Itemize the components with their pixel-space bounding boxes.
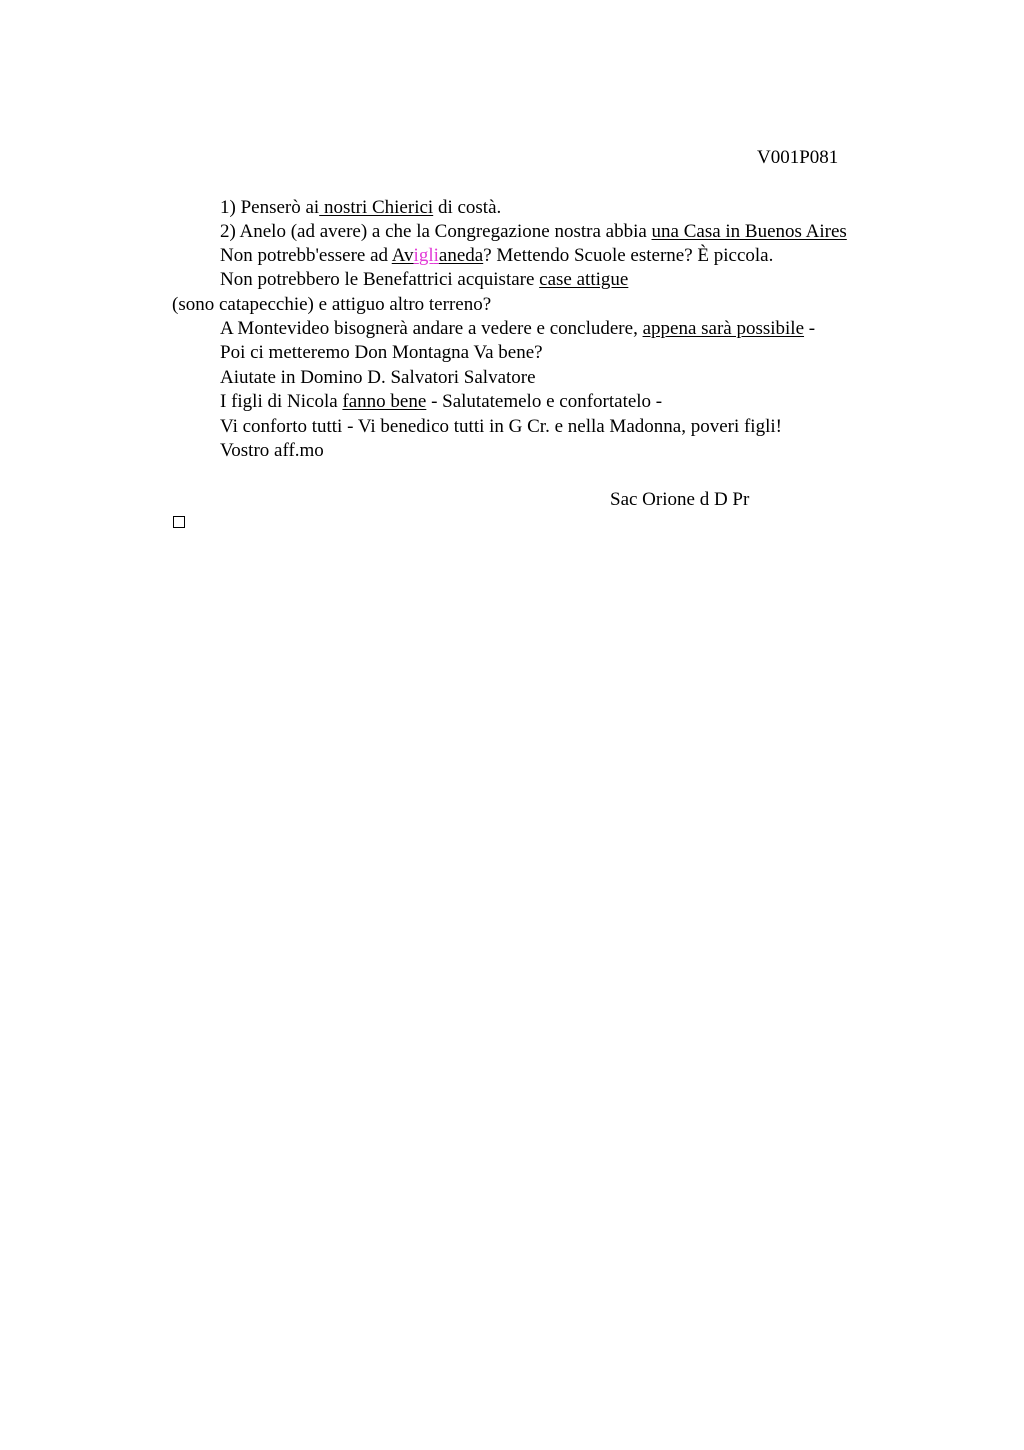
line-text: Non potrebbero le Benefattrici acquistare (220, 269, 540, 290)
highlighted-text: gl (418, 245, 434, 266)
underlined-text: una Casa in Buenos Aires (651, 221, 847, 242)
paragraph-line-5: (sono catapecchie) e attiguo altro terreno? (172, 294, 492, 315)
paragraph-line-3 (220, 244, 773, 268)
underlined-text: fanno bene (342, 391, 427, 412)
line-text: di costà. (433, 197, 502, 218)
underlined-text: Av (391, 245, 414, 266)
signature: Sac Orione d D Pr (610, 489, 750, 510)
paragraph-line-10: Vi conforto tutti - Vi benedico tutti in G Cr. e nella Madonna, poveri figli! (220, 416, 782, 437)
line-text: 1) Penserò ai (220, 197, 320, 218)
line-text: I figli di Nicola (220, 391, 343, 412)
paragraph-line-11: Vostro aff.mo (220, 440, 324, 461)
line-text: 2) Anelo (ad avere) a che la Congregazione nostra abbia (220, 221, 652, 242)
line-text: - (804, 318, 816, 339)
highlighted-text: i (413, 245, 419, 266)
paragraph-line-2 (220, 220, 847, 244)
paragraph-line-1 (220, 196, 501, 220)
paragraph-line-4 (220, 268, 628, 292)
document-reference-code: V001P081 (757, 147, 839, 168)
highlighted-text: i (433, 245, 439, 266)
checkbox-square-icon (173, 516, 185, 528)
underlined-text: case attigue (539, 269, 629, 290)
underlined-text: appena sarà possibile (642, 318, 805, 339)
paragraph-line-7: Poi ci metteremo Don Montagna Va bene? (220, 342, 543, 363)
line-text: - Salutatemelo e confortatelo - (426, 391, 663, 412)
paragraph-line-8: Aiutate in Domino D. Salvatori Salvatore (220, 367, 536, 388)
line-text: A Montevideo bisognerà andare a vedere e concludere, (220, 318, 643, 339)
paragraph-line-9 (220, 390, 662, 414)
line-text: Non potrebb'essere ad (220, 245, 392, 266)
paragraph-line-6 (220, 317, 815, 341)
underlined-text: nostri Chierici (319, 197, 434, 218)
underlined-text: aneda (438, 245, 484, 266)
line-text: ? Mettendo Scuole esterne? È piccola. (483, 245, 774, 266)
